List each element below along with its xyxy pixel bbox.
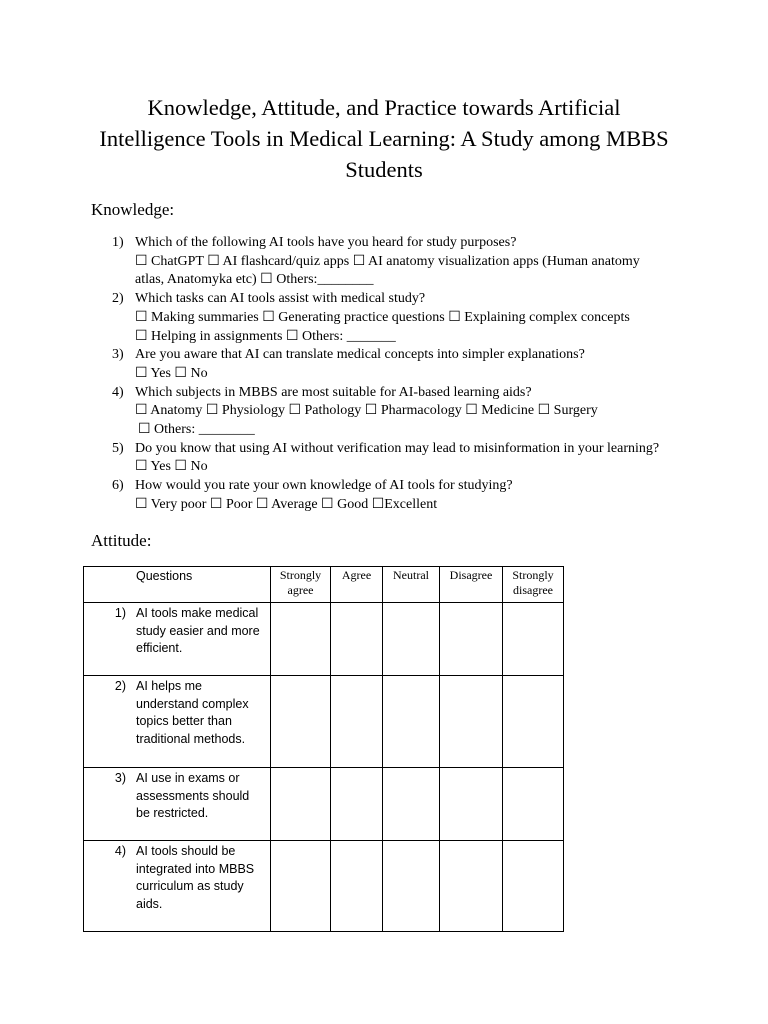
question-number: 6) xyxy=(112,478,124,494)
table-header-row xyxy=(84,567,564,603)
question-item xyxy=(112,384,692,440)
title-line-3: Students xyxy=(345,157,423,182)
table-row xyxy=(84,768,564,841)
row-question-text: AI tools make medical study easier and more efficient. xyxy=(136,606,260,655)
title-line-2: Intelligence Tools in Medical Learning: A Study among MBBS xyxy=(99,126,669,151)
attitude-heading: Attitude: xyxy=(91,531,152,550)
question-item xyxy=(112,440,692,477)
response-cell-agree[interactable] xyxy=(331,768,383,841)
row-number: 2) xyxy=(114,679,126,693)
question-item xyxy=(112,290,692,346)
attitude-table xyxy=(83,566,564,932)
column-header-strongly-agree: Strongly agree xyxy=(271,567,331,603)
row-question-text: AI use in exams or assessments should be restricted. xyxy=(136,771,250,820)
question-options[interactable]: ☐ Anatomy ☐ Physiology ☐ Pathology ☐ Pharmacology ☐ Medicine ☐ Surgery xyxy=(135,403,598,419)
row-number: 1) xyxy=(114,606,126,620)
question-options[interactable]: ☐ Making summaries ☐ Generating practice questions ☐ Explaining complex concepts xyxy=(135,309,630,325)
question-item xyxy=(112,346,692,383)
response-cell-strongly-disagree[interactable] xyxy=(503,768,564,841)
knowledge-heading: Knowledge: xyxy=(91,200,175,219)
response-cell-neutral[interactable] xyxy=(383,603,440,676)
question-text: Which of the following AI tools have you heard for study purposes? xyxy=(135,235,517,250)
question-options[interactable]: ☐ ChatGPT ☐ AI flashcard/quiz apps ☐ AI anatomy visualization apps (Human anatomy xyxy=(135,253,640,269)
response-cell-strongly-agree[interactable] xyxy=(271,676,331,768)
response-cell-strongly-disagree[interactable] xyxy=(503,603,564,676)
row-question-cell xyxy=(84,768,271,841)
column-header-agree: Agree xyxy=(331,567,383,603)
question-options[interactable]: ☐ Very poor ☐ Poor ☐ Average ☐ Good ☐Excellent xyxy=(135,496,438,512)
question-text: How would you rate your own knowledge of AI tools for studying? xyxy=(135,478,513,494)
row-question-text: AI helps me understand complex topics better than traditional methods. xyxy=(136,679,249,746)
row-question-cell xyxy=(84,841,271,932)
row-number: 3) xyxy=(114,771,126,785)
response-cell-disagree[interactable] xyxy=(440,841,503,932)
row-number: 4) xyxy=(114,844,126,858)
column-header-neutral: Neutral xyxy=(383,567,440,603)
response-cell-neutral[interactable] xyxy=(383,841,440,932)
title-line-1: Knowledge, Attitude, and Practice towards Artificial xyxy=(147,95,621,120)
question-options[interactable]: ☐ Yes ☐ No xyxy=(135,459,208,475)
question-item xyxy=(112,234,692,290)
question-options[interactable]: ☐ Yes ☐ No xyxy=(135,365,208,381)
question-item xyxy=(112,477,692,514)
response-cell-strongly-agree[interactable] xyxy=(271,768,331,841)
response-cell-neutral[interactable] xyxy=(383,676,440,768)
response-cell-strongly-disagree[interactable] xyxy=(503,676,564,768)
response-cell-agree[interactable] xyxy=(331,841,383,932)
questions-column-header: Questions xyxy=(84,567,271,603)
column-header-strongly-disagree: Strongly disagree xyxy=(503,567,564,603)
response-cell-neutral[interactable] xyxy=(383,768,440,841)
response-cell-strongly-disagree[interactable] xyxy=(503,841,564,932)
column-header-disagree: Disagree xyxy=(440,567,503,603)
response-cell-disagree[interactable] xyxy=(440,676,503,768)
question-options[interactable]: atlas, Anatomyka etc) ☐ Others:________ xyxy=(135,272,374,288)
row-question-cell xyxy=(84,676,271,768)
question-number: 5) xyxy=(112,440,124,456)
response-cell-agree[interactable] xyxy=(331,603,383,676)
table-row xyxy=(84,676,564,768)
document-title xyxy=(80,92,688,185)
table-row xyxy=(84,603,564,676)
question-text: Which tasks can AI tools assist with medical study? xyxy=(135,291,426,307)
row-question-cell xyxy=(84,603,271,676)
response-cell-agree[interactable] xyxy=(331,676,383,768)
response-cell-strongly-agree[interactable] xyxy=(271,841,331,932)
response-cell-disagree[interactable] xyxy=(440,768,503,841)
question-number: 4) xyxy=(112,384,124,400)
question-number: 3) xyxy=(112,347,124,363)
response-cell-disagree[interactable] xyxy=(440,603,503,676)
question-number: 2) xyxy=(112,291,124,307)
question-options[interactable]: ☐ Others: ________ xyxy=(138,422,255,438)
knowledge-question-list xyxy=(112,234,692,515)
row-question-text: AI tools should be integrated into MBBS curriculum as study aids. xyxy=(136,844,255,911)
question-options[interactable]: ☐ Helping in assignments ☐ Others: _______ xyxy=(135,328,396,344)
question-number: 1) xyxy=(112,235,124,250)
question-text: Do you know that using AI without verification may lead to misinformation in your learning? xyxy=(135,440,660,456)
question-text: Which subjects in MBBS are most suitable for AI-based learning aids? xyxy=(135,384,532,400)
question-text: Are you aware that AI can translate medical concepts into simpler explanations? xyxy=(135,347,585,363)
table-row xyxy=(84,841,564,932)
response-cell-strongly-agree[interactable] xyxy=(271,603,331,676)
